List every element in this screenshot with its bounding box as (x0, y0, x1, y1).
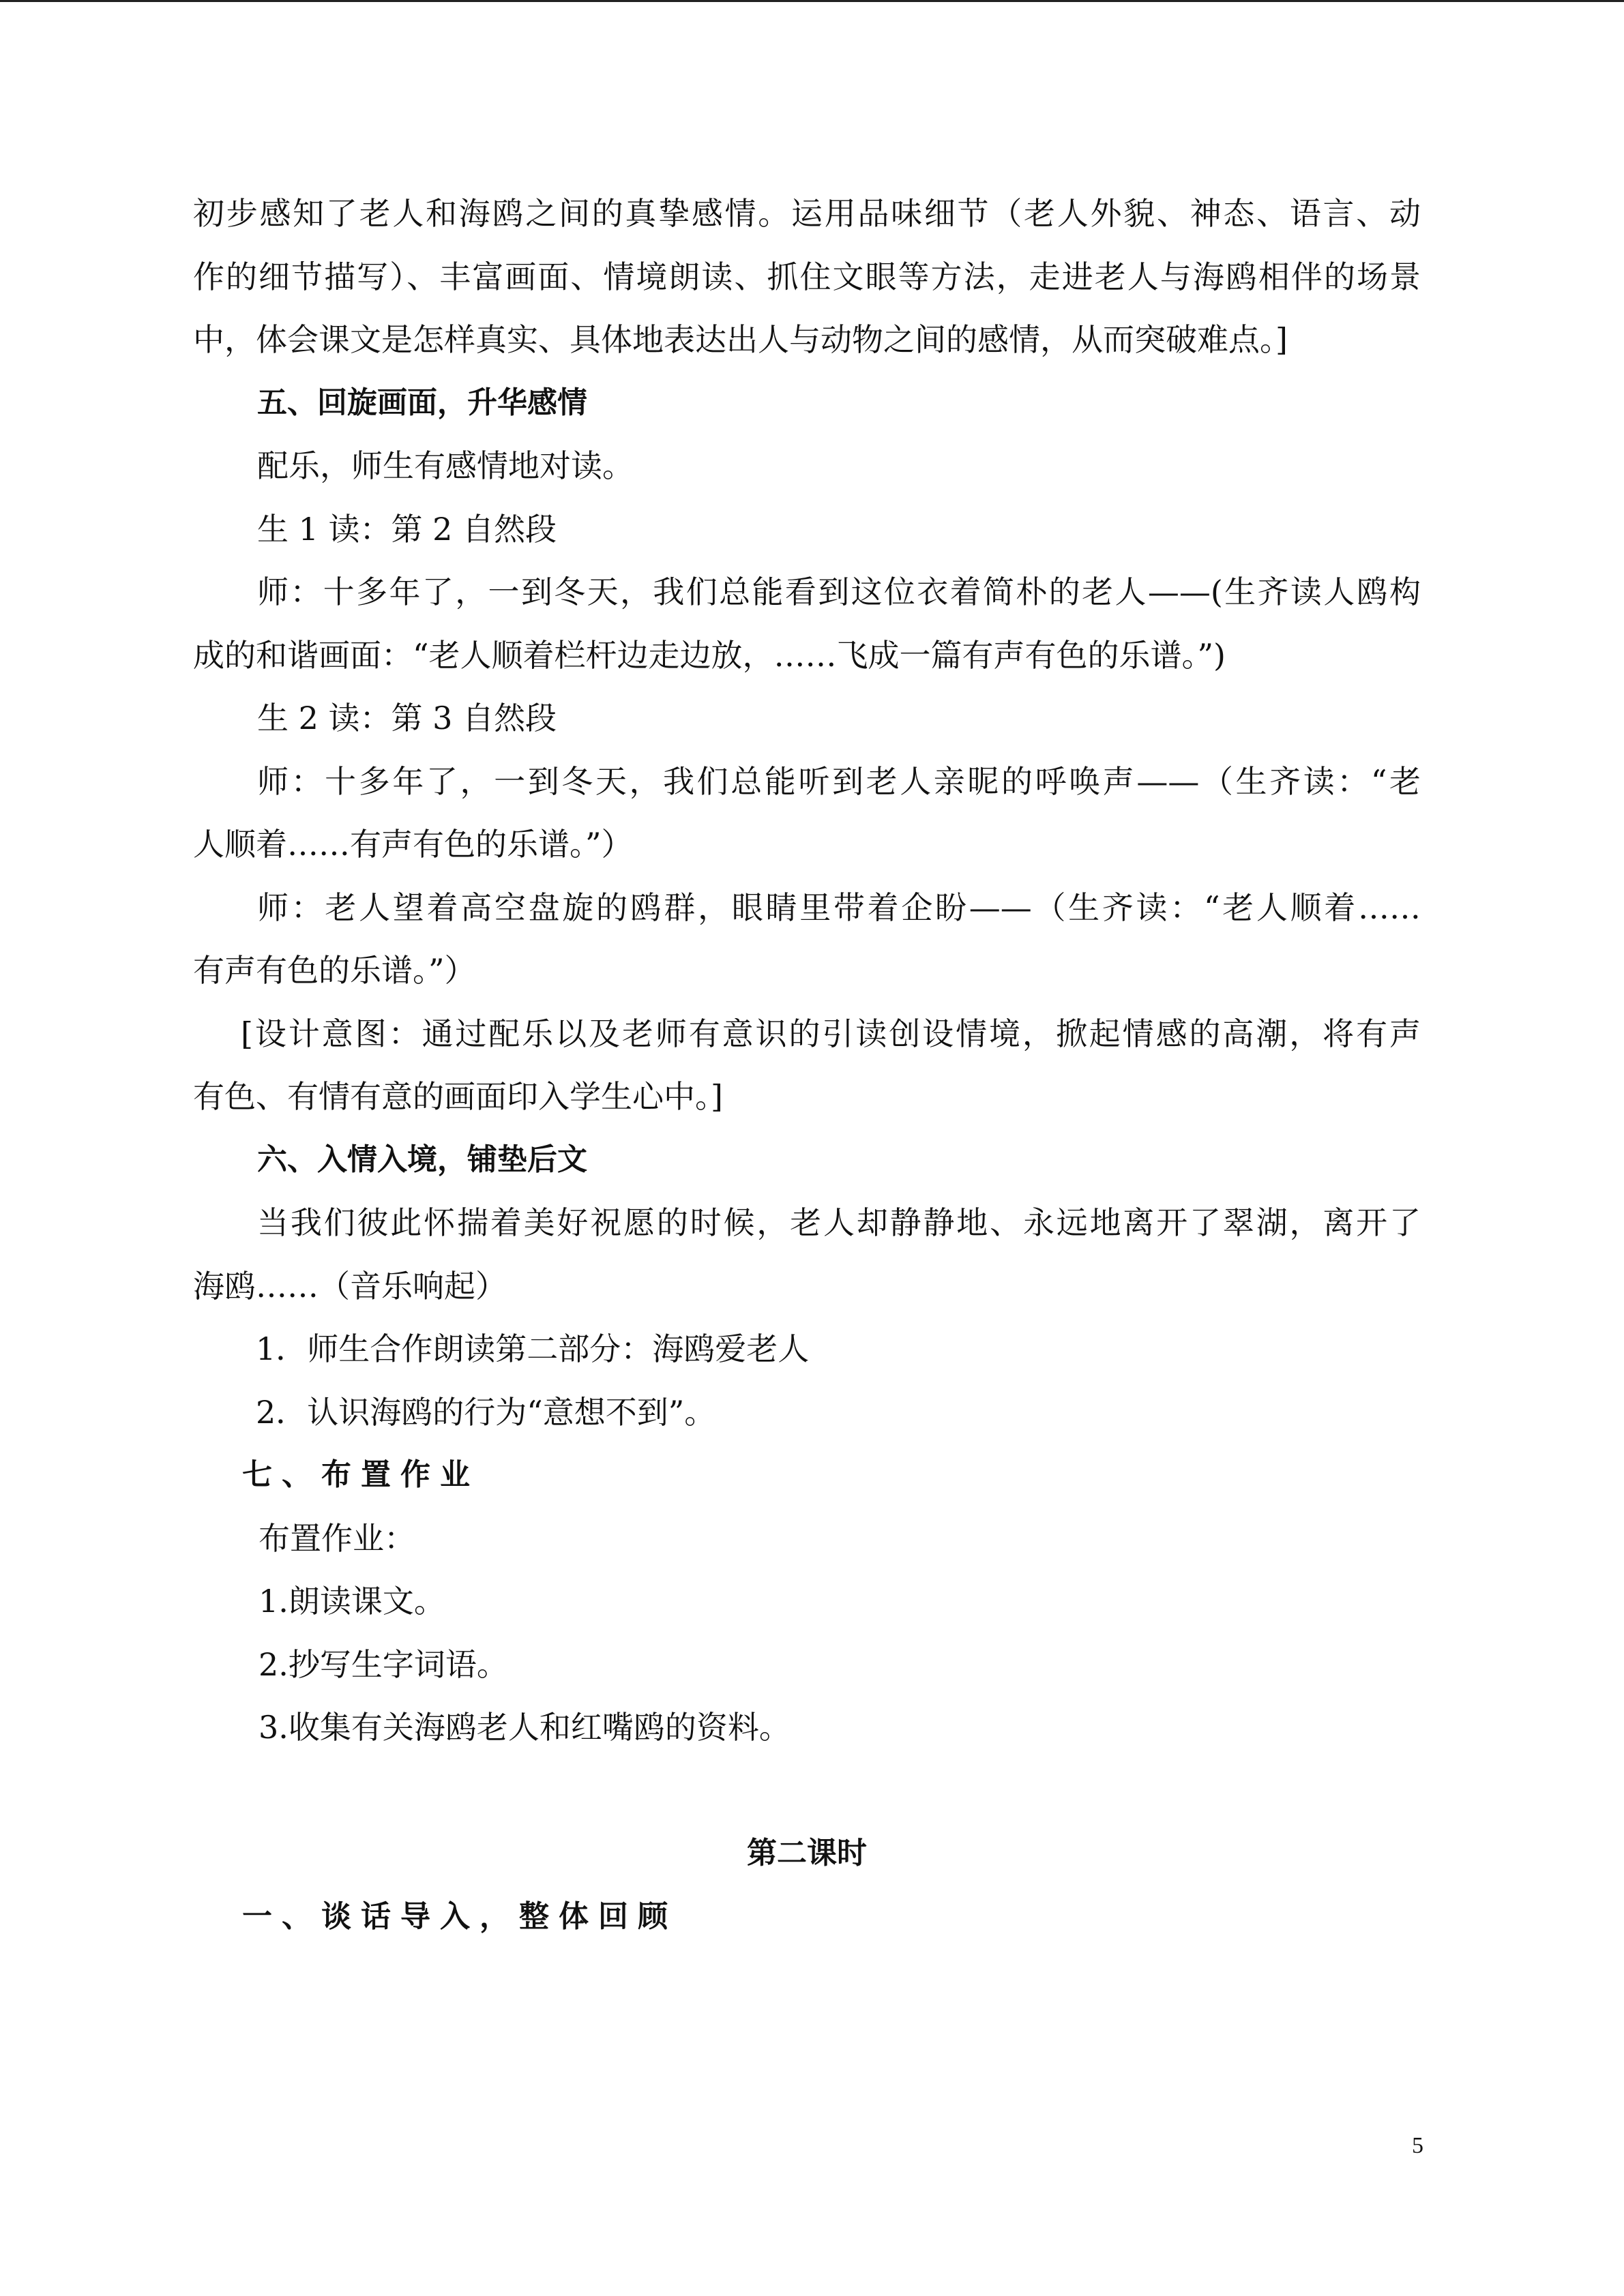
design-intent-line: [设计意图：通过配乐以及老师有意识的引读创设情境，掀起情感的高潮，将有声 (241, 1017, 1421, 1052)
lesson-title: 第二课时 (747, 1836, 867, 1870)
body-line: 当我们彼此怀揣着美好祝愿的时候，老人却静静地、永远地离开了翠湖，离开了 (257, 1207, 1421, 1241)
body-line: 有声有色的乐谱。”） (193, 955, 476, 989)
body-line: 成的和谐画面：“老人顺着栏杆边走边放，……飞成一篇有声有色的乐谱。”) (193, 639, 1226, 674)
design-intent-line: 有色、有情有意的画面印入学生心中。] (193, 1081, 723, 1115)
body-line: 师：十多年了，一到冬天，我们总能听到老人亲昵的呼唤声——（生齐读：“老 (257, 765, 1421, 800)
body-line: 生 2 读：第 3 自然段 (257, 702, 557, 736)
list-item: 1．师生合作朗读第二部分：海鸥爱老人 (256, 1333, 810, 1367)
body-line: 师：十多年了，一到冬天，我们总能看到这位衣着简朴的老人——(生齐读人鸥构 (257, 576, 1421, 610)
homework-item: 1.朗读课文。 (259, 1585, 445, 1620)
homework-item: 2.抄写生字词语。 (259, 1648, 508, 1683)
body-line: 作的细节描写）、丰富画面、情境朗读、抓住文眼等方法，走进老人与海鸥相伴的场景 (193, 260, 1421, 295)
body-line: 中，体会课文是怎样真实、具体地表达出人与动物之间的感情，从而突破难点。] (193, 324, 1288, 358)
body-line: 布置作业： (259, 1522, 415, 1557)
section-heading-7: 七、布置作业 (242, 1457, 479, 1492)
section-heading-6: 六、入情入境，铺垫后文 (257, 1142, 587, 1177)
section-heading-5: 五、回旋画面，升华感情 (257, 385, 587, 420)
document-page (193, 198, 1421, 1964)
body-line: 配乐，师生有感情地对读。 (257, 450, 634, 484)
top-border (0, 0, 1624, 2)
homework-item: 3.收集有关海鸥老人和红嘴鸥的资料。 (259, 1712, 791, 1746)
page-number: 5 (1412, 2133, 1423, 2158)
body-line: 海鸥……（音乐响起） (193, 1270, 507, 1304)
section-heading-1: 一、谈话导入，整体回顾 (242, 1898, 677, 1934)
list-item: 2．认识海鸥的行为“意想不到”。 (256, 1396, 716, 1431)
body-line: 初步感知了老人和海鸥之间的真挚感情。运用品味细节（老人外貌、神态、语言、动 (193, 198, 1421, 232)
body-line: 人顺着……有声有色的乐谱。”） (193, 829, 633, 863)
body-line: 生 1 读：第 2 自然段 (257, 513, 557, 548)
body-line: 师：老人望着高空盘旋的鸥群，眼睛里带着企盼——（生齐读：“老人顺着…… (257, 891, 1421, 926)
